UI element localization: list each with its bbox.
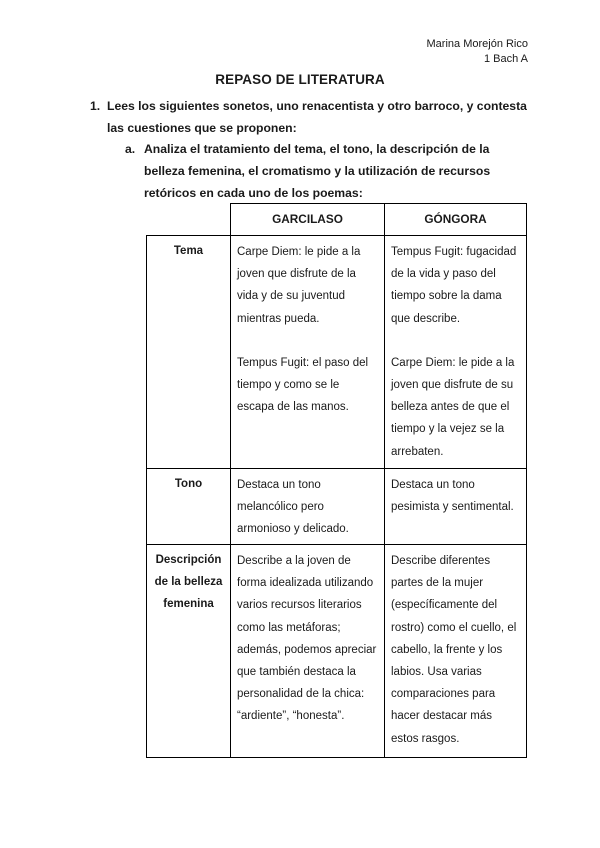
belleza-gongora-cell	[385, 545, 527, 758]
table-corner-cell	[147, 204, 231, 236]
tema-garcilaso-p2: Tempus Fugit: el paso del tiempo y como se le escapa de las manos.	[237, 356, 369, 414]
tema-gongora-p1: Tempus Fugit: fugacidad de la vida y paso del tiempo sobre la dama que describe.	[391, 246, 517, 325]
row-label-tema: Tema	[147, 236, 231, 469]
page-title: REPASO DE LITERATURA	[215, 72, 385, 87]
header-author-block	[427, 37, 528, 67]
tema-garcilaso-p1: Carpe Diem: le pide a la joven que disfrute de la vida y de su juventud mientras pueda.	[237, 246, 361, 325]
question-1-number: 1.	[90, 99, 101, 113]
author-name: Marina Morejón Rico	[426, 38, 528, 50]
tono-garcilaso-p1: Destaca un tono melancólico pero armonioso y delicado.	[237, 479, 349, 536]
tono-garcilaso-cell	[231, 469, 385, 545]
row-label-tono: Tono	[147, 469, 231, 545]
class-name: 1 Bach A	[483, 53, 528, 65]
tono-gongora-p1: Destaca un tono pesimista y sentimental.	[391, 479, 514, 514]
question-1a-letter: a.	[125, 142, 136, 156]
question-1a	[125, 138, 525, 204]
belleza-gongora-p1: Describe diferentes partes de la mujer (específicamente del rostro) como el cuello, el cabello, la frente y los labios. Usa varias comparaciones para hacer destacar más estos rasgos.	[391, 555, 517, 745]
table-row-tema	[147, 236, 527, 469]
comparison-table	[146, 203, 527, 758]
table-header-row	[147, 204, 527, 236]
question-1	[90, 95, 540, 139]
table-row-belleza	[147, 545, 527, 758]
header-garcilaso: GARCILASO	[231, 204, 385, 236]
header-gongora: GÓNGORA	[385, 204, 527, 236]
tono-gongora-cell	[385, 469, 527, 545]
row-label-belleza: Descripción de la belleza femenina	[147, 545, 231, 758]
question-1a-text: Analiza el tratamiento del tema, el tono, la descripción de la belleza femenina, el cromatismo y la utilización de recursos retóricos en cada uno de los poemas:	[144, 142, 491, 200]
belleza-garcilaso-p1: Describe a la joven de forma idealizada utilizando varios recursos literarios como las metáforas; además, podemos apreciar que también destaca la personalidad de la chica: “ardiente”, “honesta”.	[237, 555, 377, 723]
tema-gongora-p2: Carpe Diem: le pide a la joven que disfrute de su belleza antes de que el tiempo y la vejez se la arrebaten.	[391, 356, 515, 458]
tema-gongora-cell	[385, 236, 527, 469]
table-row-tono	[147, 469, 527, 545]
tema-garcilaso-cell	[231, 236, 385, 469]
question-1-text: Lees los siguientes sonetos, uno renacentista y otro barroco, y contesta las cuestiones que se proponen:	[107, 99, 527, 135]
belleza-garcilaso-cell	[231, 545, 385, 758]
